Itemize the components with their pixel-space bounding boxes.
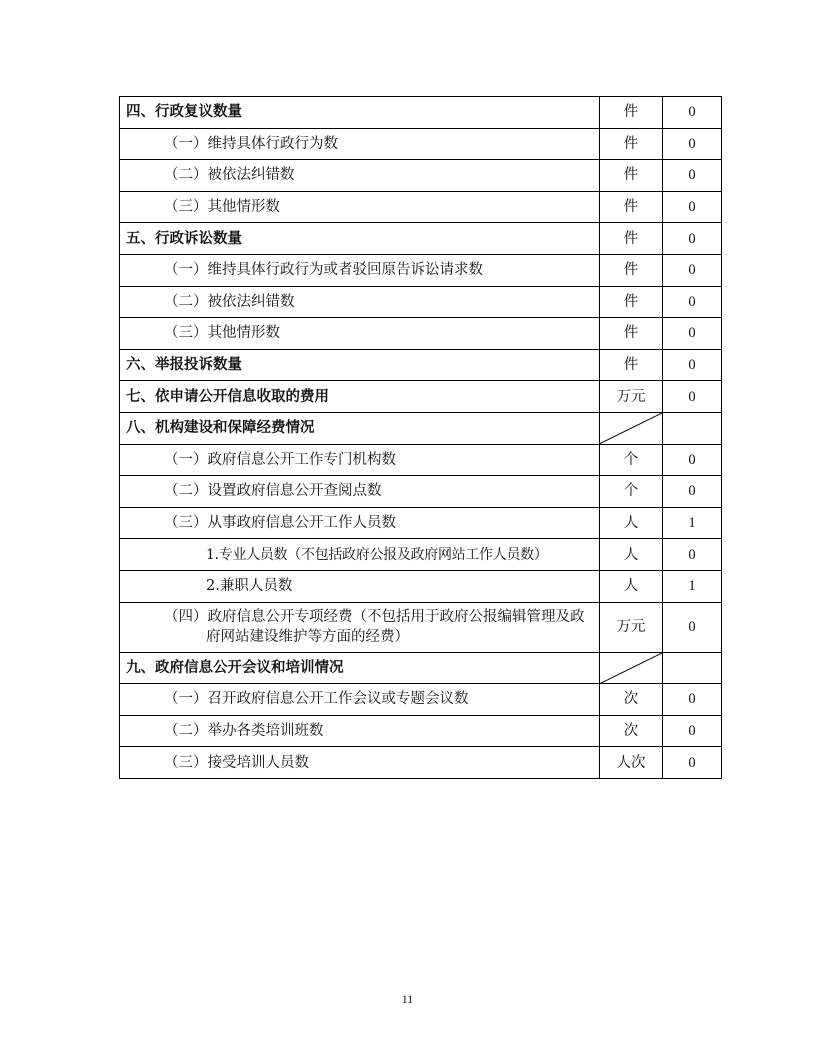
row-unit: 件	[600, 191, 663, 223]
table-row	[120, 318, 722, 350]
diagonal-empty-cell	[600, 412, 663, 444]
table-row	[120, 602, 722, 652]
table-row	[120, 747, 722, 779]
table-row	[120, 160, 722, 192]
row-value: 0	[663, 684, 722, 716]
row-item-label: （二）举办各类培训班数	[120, 715, 600, 747]
row-value: 0	[663, 223, 722, 255]
row-unit: 万元	[600, 602, 663, 652]
row-value: 0	[663, 444, 722, 476]
row-unit: 个	[600, 476, 663, 508]
row-unit: 次	[600, 715, 663, 747]
row-unit: 件	[600, 223, 663, 255]
row-unit: 人次	[600, 747, 663, 779]
table-row	[120, 570, 722, 602]
row-unit: 万元	[600, 381, 663, 413]
row-unit: 件	[600, 254, 663, 286]
row-item-label: 五、行政诉讼数量	[120, 223, 600, 255]
row-value: 0	[663, 715, 722, 747]
table-row	[120, 286, 722, 318]
table-row	[120, 223, 722, 255]
row-item-label: （一）维持具体行政行为数	[120, 128, 600, 160]
row-item-label: 六、举报投诉数量	[120, 349, 600, 381]
table-row	[120, 652, 722, 684]
row-item-label: （二）被依法纠错数	[120, 286, 600, 318]
row-item-label: （一）政府信息公开工作专门机构数	[120, 444, 600, 476]
row-value: 0	[663, 539, 722, 571]
row-unit: 件	[600, 97, 663, 129]
diagonal-line	[600, 413, 662, 444]
row-value: 0	[663, 476, 722, 508]
row-value	[663, 412, 722, 444]
row-unit: 件	[600, 160, 663, 192]
row-item-label: 七、依申请公开信息收取的费用	[120, 381, 600, 413]
table-row	[120, 128, 722, 160]
row-item-label: 2.兼职人员数	[120, 570, 600, 602]
table-row	[120, 412, 722, 444]
row-item-label: 九、政府信息公开会议和培训情况	[120, 652, 600, 684]
table-row	[120, 444, 722, 476]
table-row	[120, 507, 722, 539]
row-value: 1	[663, 507, 722, 539]
row-item-label: 1.专业人员数（不包括政府公报及政府网站工作人员数）	[120, 539, 600, 571]
statistics-table	[119, 96, 722, 779]
row-item-label: （二）设置政府信息公开查阅点数	[120, 476, 600, 508]
row-unit: 人	[600, 507, 663, 539]
row-item-label: （三）接受培训人员数	[120, 747, 600, 779]
row-value: 0	[663, 160, 722, 192]
row-value: 0	[663, 286, 722, 318]
table-row	[120, 349, 722, 381]
diagonal-empty-cell	[600, 652, 663, 684]
row-unit: 件	[600, 349, 663, 381]
row-item-label: （三）从事政府信息公开工作人员数	[120, 507, 600, 539]
row-value: 1	[663, 570, 722, 602]
row-unit: 个	[600, 444, 663, 476]
row-item-label: （一）召开政府信息公开工作会议或专题会议数	[120, 684, 600, 716]
row-value: 0	[663, 254, 722, 286]
table-row	[120, 476, 722, 508]
row-item-label: （三）其他情形数	[120, 318, 600, 350]
row-unit: 人	[600, 570, 663, 602]
row-item-label: （四）政府信息公开专项经费（不包括用于政府公报编辑管理及政府网站建设维护等方面的经费）	[120, 602, 600, 652]
row-item-label: 八、机构建设和保障经费情况	[120, 412, 600, 444]
row-item-label: （一）维持具体行政行为或者驳回原告诉讼请求数	[120, 254, 600, 286]
row-value: 0	[663, 602, 722, 652]
row-value: 0	[663, 747, 722, 779]
row-unit: 件	[600, 128, 663, 160]
table-row	[120, 191, 722, 223]
row-unit: 件	[600, 318, 663, 350]
table-row	[120, 254, 722, 286]
row-item-label: （二）被依法纠错数	[120, 160, 600, 192]
row-unit: 人	[600, 539, 663, 571]
row-value	[663, 652, 722, 684]
diagonal-line	[600, 653, 662, 684]
row-item-label: （三）其他情形数	[120, 191, 600, 223]
row-value: 0	[663, 97, 722, 129]
row-item-label: 四、行政复议数量	[120, 97, 600, 129]
table-row	[120, 97, 722, 129]
row-value: 0	[663, 128, 722, 160]
page-number: 11	[401, 992, 414, 1006]
row-value: 0	[663, 191, 722, 223]
table-row	[120, 715, 722, 747]
row-value: 0	[663, 381, 722, 413]
table-row	[120, 539, 722, 571]
row-unit: 次	[600, 684, 663, 716]
row-unit: 件	[600, 286, 663, 318]
row-value: 0	[663, 349, 722, 381]
row-value: 0	[663, 318, 722, 350]
table-row	[120, 684, 722, 716]
table-row	[120, 381, 722, 413]
